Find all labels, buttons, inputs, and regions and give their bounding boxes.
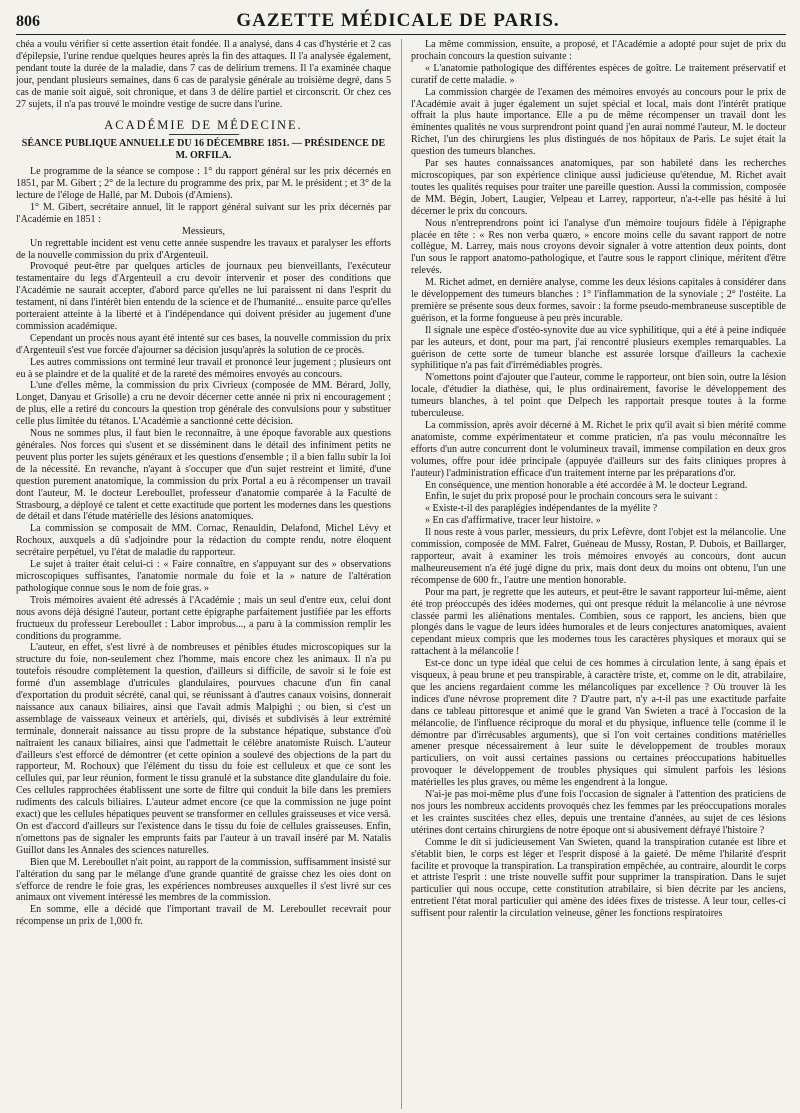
intro-paragraph: chéa a voulu vérifier si cette assertion était fondée. Il a analysé, dans 4 cas d'hystérie et 2 cas d'épilepsie, l'urine rendue quelques heures après la fin des attaques. Il l'a analysée également, pendant toute la durée de la maladie, dans 7 cas de delirium tremens. Il l'a examinée chaque jour, pendant plusieurs semaines, dans 6 cas de paralysie générale au troisième degré, dans 5 cas de manie soit aiguë, soit chronique, et dans 3 de délire partiel et circonscrit. Or chez ces 27 sujets, il n'a pas trouvé le moindre vestige de sucre dans l'urine. [16, 39, 391, 110]
paragraph: En somme, elle a décidé que l'important travail de M. Lereboullet recevrait pour récompense un prix de 1,000 fr. [16, 904, 391, 928]
paragraph: Bien que M. Lereboullet n'ait point, au rapport de la commission, suffisamment insisté sur l'altération du sang par le mélange d'une grande quantité de graisse chez les oies dont on s'efforce de rendre le foie gras, les expériences nombreuses auxquelles il s'est livré sur ces animaux ont vivement intéressé les membres de la commission. [16, 856, 391, 904]
paragraph: Un regrettable incident est venu cette année suspendre les travaux et paralyser les efforts de la nouvelle commission du prix d'Argenteuil. [16, 237, 391, 261]
page-header [16, 10, 786, 35]
salutation: Messieurs, [181, 225, 226, 237]
paragraph: L'une d'elles même, la commission du prix Civrieux (composée de MM. Bérard, Jolly, Longet, Danyau et Grisolle) a cru ne devoir décerner cette année ni prix ni encouragement ; de plus, elle a retiré du concours la question trop générale des convulsions pour y substituer celle plus limitée du tétanos. L'Académie a sanctionné cette décision. [16, 380, 391, 428]
section-title: ACADÉMIE DE MÉDECINE. [104, 118, 303, 133]
paragraph: 1° M. Gibert, secrétaire annuel, lit le rapport général suivant sur les prix décernés par l'Académie en 1851 : [16, 201, 391, 225]
quoted-question: « Existe-t-il des paraplégies indépendantes de la myélite ? [425, 503, 658, 515]
section-rule [169, 134, 239, 135]
paragraph: Le sujet à traiter était celui-ci : « Faire connaître, en s'appuyant sur des » observations microscopiques suffisantes, l'anatomie normale du foie et la » nature de l'altération pathologique connue sous le nom de foie gras. » [16, 559, 391, 594]
paragraph: Enfin, le sujet du prix proposé pour le prochain concours sera le suivant : [425, 491, 718, 503]
quoted-question: » En cas d'affirmative, tracer leur histoire. » [425, 515, 601, 527]
two-column-body [16, 39, 786, 1109]
right-column [401, 39, 786, 1109]
left-column [16, 39, 391, 1109]
paragraph: Il nous reste à vous parler, messieurs, du prix Lefèvre, dont l'objet est la mélancolie. Une commission, composée de MM. Falret, Guéneau de Mussy, Rostan, P. Dubois, et Baillarger, rapporteur, avait à examiner les trois mémoires envoyés au concours, dont aucun malheureusement n'a été jugé digne du prix, mais dont deux du moins ont obtenu, l'un une récompense de 600 fr., l'autre une mention honorable. [411, 527, 786, 586]
paragraph: La commission se composait de MM. Cornac, Renauldin, Delafond, Michel Lévy et Rochoux, auxquels a dû s'adjoindre pour la rédaction du compte rendu, notre éloquent secrétaire perpétuel, vu l'état de maladie du rapporteur. [16, 523, 391, 559]
quoted-question: « L'anatomie pathologique des différentes espèces de goître. Le traitement préservatif et curatif de cette maladie. » [411, 62, 786, 86]
paragraph: Provoqué peut-être par quelques articles de journaux peu bienveillants, l'exécuteur testamentaire du legs d'Argenteuil a cru devoir intervenir et poser des conditions que l'Académie ne saurait accepter, d'abord parce qu'elles ne lui paraissent ni dans l'esprit du testament, ni dans l'intérêt bien entendu de la science et de l'humanité... ensuite parce qu'elles porteraient atteinte à la liberté et à l'indépendance qui doivent présider au jugement d'une commission académique. [16, 261, 391, 332]
paragraph: Les autres commissions ont terminé leur travail et prononcé leur jugement ; plusieurs ont eu à se plaindre et de la qualité et de la rareté des mémoires envoyés au concours. [16, 356, 391, 380]
paragraph: Pour ma part, je regrette que les auteurs, et peut-être le savant rapporteur lui-même, aient été trop préoccupés des idées modernes, qui ont presque réduit la mélancolie à une névrose classée parmi les aliénations mentales. Combien, sous ce rapport, les anciens, bien que plongés dans le vague de leurs idées humorales et de leurs conjectures anatomiques, avaient cependant mieux compris que les modernes tous les caractères physiques et moraux qui se rattachent à la mélancolie ! [411, 586, 786, 658]
paragraph: La commission, après avoir décerné à M. Richet le prix qu'il avait si bien mérité comme anatomiste, comme expérimentateur et comme praticien, n'a pas voulu méconnaître les efforts d'un autre concurrent dont le volumineux travail, immense compilation en deux gros volumes, offre pour idée principale (appuyée d'ailleurs sur des faits cliniques propres à l'auteur) l'administration efficace d'un traitement interne par les préparations d'or. [411, 420, 786, 479]
running-title: GAZETTE MÉDICALE DE PARIS. [236, 10, 560, 31]
seance-heading: SÉANCE PUBLIQUE ANNUELLE DU 16 DÉCEMBRE 1851. — PRÉSIDENCE DE M. ORFILA. [21, 138, 386, 162]
paragraph: Comme le dit si judicieusement Van Swieten, quand la transpiration cutanée est libre et s'établit bien, le corps est léger et l'esprit disposé à la gaieté. De même l'hilarité d'esprit facilite et provoque la transpiration. La transpiration empêchée, au contraire, alourdit le corps et attriste l'esprit : une triste nouvelle suffit pour supprimer la transpiration. Dans le sujet particulier qui nous occupe, cette constitution atrabilaire, si bien décrite par les anciens, entretient l'état moral particulier qui amène des idées fixes de tristesse. A leur tour, celles-ci suffisent pour ralentir la circulation veineuse, gêner les fonctions respiratoires [411, 836, 786, 920]
paragraph: N'ai-je pas moi-même plus d'une fois l'occasion de signaler à l'attention des praticiens de nos jours les nombreux accidents provoqués chez les femmes par les préoccupations morales et les craintes suscitées chez elles, depuis une trentaine d'années, au sujet de ces lésions utérines dont certains chirurgiens de notre époque ont si abusivement défrayé l'histoire ? [411, 789, 786, 836]
paragraph: Il signale une espèce d'ostéo-synovite due au vice syphilitique, qui a été à peine indiquée par les auteurs, et dont, pour ma part, j'ai rencontré plusieurs exemples remarquables. La guérison de cette sorte de tumeur blanche est assurée lorsque d'ailleurs la cachexie syphilitique n'a pas fait d'irrémédiables progrès. [411, 324, 786, 372]
paragraph: Nous ne sommes plus, il faut bien le reconnaître, à une époque favorable aux questions générales. Nos forces qui s'usent et se disséminent dans le détail des infiniment petits ne peuvent plus porter les sujets généraux et les questions d'ensemble ; il a bien fallu subir la loi de la nécessité. En revanche, n'ayant à s'occuper que d'un sujet restreint et limité, d'une question purement anatomique, la commission du prix Portal a eu à récompenser un travail dont l'auteur, M. le docteur Lereboullet, professeur d'anatomie comparée à la Faculté de Strasbourg, a déployé ce talent et cette exactitude que portent les modernes dans les questions de détail et dans l'étude matérielle des lésions anatomiques. [16, 428, 391, 523]
paragraph: Par ses hautes connaissances anatomiques, par son habileté dans les recherches microscopiques, par son expérience clinique aussi judicieuse qu'étendue, M. Richet avait toutes les qualités requises pour traiter une pareille question. Aussi la commission, composée de MM. Bégin, Jobert, Laugier, Velpeau et Larrey, rapporteur, n'a-t-elle pas hésité à lui décerner le prix du concours. [411, 158, 786, 217]
paragraph: L'auteur, en effet, s'est livré à de nombreuses et pénibles études microscopiques sur la structure du foie, non-seulement chez l'homme, mais encore chez les animaux. Il n'a pu toutefois résoudre complètement la question, d'ailleurs si difficile, de savoir si le foie est formé d'un assemblage d'utricules glandulaires, pourvues chacune d'un fin canal d'exportation du produit sécrété, canal qui, se réunissant à d'autres canaux voisins, donnerait naissance aux canaux biliaires, ainsi que l'avait admis Malpighi ; ou bien, si c'est un assemblage de vaisseaux veineux et artériels, qui, divisés et subdivisés à leur extrémité terminale, donnerait naissance au tissu propre de la substance hépatique, substance d'où naîtraient les canaux biliaires, ainsi que l'admettait le célèbre anatomiste Ruisch. L'auteur d'ailleurs s'est efforcé de démontrer (et cette opinion a soulevé des objections de la part du rapporteur, M. Rochoux) que l'élément du tissu du foie est celluleux et que ce sont les cellules qui, par leur réunion, forment le tissu granulé et la substance dite glandulaire du foie. Ces cellules rapprochées établissent une sorte de filtre qui conduit la bile dans les premiers rudiments des calculs biliaires. L'auteur admet encore (ce que la commission ne juge point exact) que les cellules hépatiques peuvent se transformer en cellules graisseuses et vice versâ. On est d'accord d'ailleurs sur l'existence dans le tissu du foie de cellules graisseuses. Enfin, n'omettons pas de signaler les emprunts faits par l'auteur à un travail inséré par M. Natalis Guillot dans les Annales des sciences naturelles. [16, 642, 391, 856]
paragraph: La commission chargée de l'examen des mémoires envoyés au concours pour le prix de l'Académie avait à juger également un sujet spécial et local, mais dont l'intérêt pratique offrait la plus haute importance. Elle a pu de même récompenser un travail dont les éminentes qualités ne vous surprendront point quand j'en aurai nommé l'auteur, M. le docteur Richet, l'un des chirurgiens les plus distingués de nos hôpitaux de Paris. Le sujet était la question des tumeurs blanches. [411, 86, 786, 158]
paragraph: Cependant un procès nous ayant été intenté sur ces bases, la nouvelle commission du prix d'Argenteuil s'est vue forcée d'ajourner sa décision jusqu'après la solution de ce procès. [16, 332, 391, 356]
paragraph: N'omettons point d'ajouter que l'auteur, comme le rapporteur, ont bien soin, outre la lésion locale, d'étudier la diathèse, qui, le plus ordinairement, favorise le développement des tumeurs blanches, à tel point que Delpech les rapportait presque toutes à la forme tuberculeuse. [411, 372, 786, 420]
paragraph: Le programme de la séance se compose : 1° du rapport général sur les prix décernés en 1851, par M. Gibert ; 2° de la lecture du programme des prix, par M. le président ; et 3° de la lecture de l'éloge de Hallé, par M. Dubois (d'Amiens). [16, 166, 391, 201]
paragraph: Nous n'entreprendrons point ici l'analyse d'un mémoire toujours fidèle à l'épigraphe placée en tête : « Res non verba quæro, » encore moins celle du savant rapport de notre collègue, M. Larrey, mais nous croyons devoir signaler à votre attention deux points, dont l'un sous le rapport anatomo-pathologique, et l'autre sous le rapport clinique, méritent d'être relevés. [411, 217, 786, 277]
paragraph: M. Richet admet, en dernière analyse, comme les deux lésions capitales à considérer dans le développement des tumeurs blanches : 1° l'inflammation de la synoviale ; 2° l'ostéite. La première se présente sous deux formes, savoir : la forme pseudo-membraneuse susceptible de guérison, et la forme fongueuse à peu près incurable. [411, 277, 786, 324]
paragraph: La même commission, ensuite, a proposé, et l'Académie a adopté pour sujet de prix du prochain concours la question suivante : [411, 39, 786, 62]
page-number: 806 [16, 13, 40, 30]
paragraph: Est-ce donc un type idéal que celui de ces hommes à circulation lente, à sang épais et visqueux, à peau brune et peu transpirable, à caractère triste, et, comme on le dit, atrabilaire, que les anciens regardaient comme les mélancoliques par excellence ? Où trouver là les indices d'une névrose proprement dite ? D'autre part, n'y a-t-il pas une exactitude parfaite dans ce tableau pittoresque et animé que le grand Van Swieten a tracé à l'occasion de la mélancolie, de l'influence réciproque du moral et du physique, influence telle (comme il le démontre par d'irrécusables arguments), que si l'on voit certaines conditions matérielles amener presque nécessairement à leur suite le développement de troubles moraux particuliers, on voit aussi certaines passions ou certaines préoccupations habituelles provoquer le développement de troubles physiques qui simulent parfois les lésions matérielles les plus graves, ou même les engendrent à la longue. [411, 658, 786, 789]
paragraph: Trois mémoires avaient été adressés à l'Académie ; mais un seul d'entre eux, celui dont nous avons déjà désigné l'auteur, portant cette épigraphe parfaitement justifiée par les efforts fructueux du professeur Lereboullet : Labor improbus..., a paru à la commission remplir les conditions du programme. [16, 594, 391, 642]
paragraph: En conséquence, une mention honorable a été accordée à M. le docteur Legrand. [425, 479, 748, 491]
